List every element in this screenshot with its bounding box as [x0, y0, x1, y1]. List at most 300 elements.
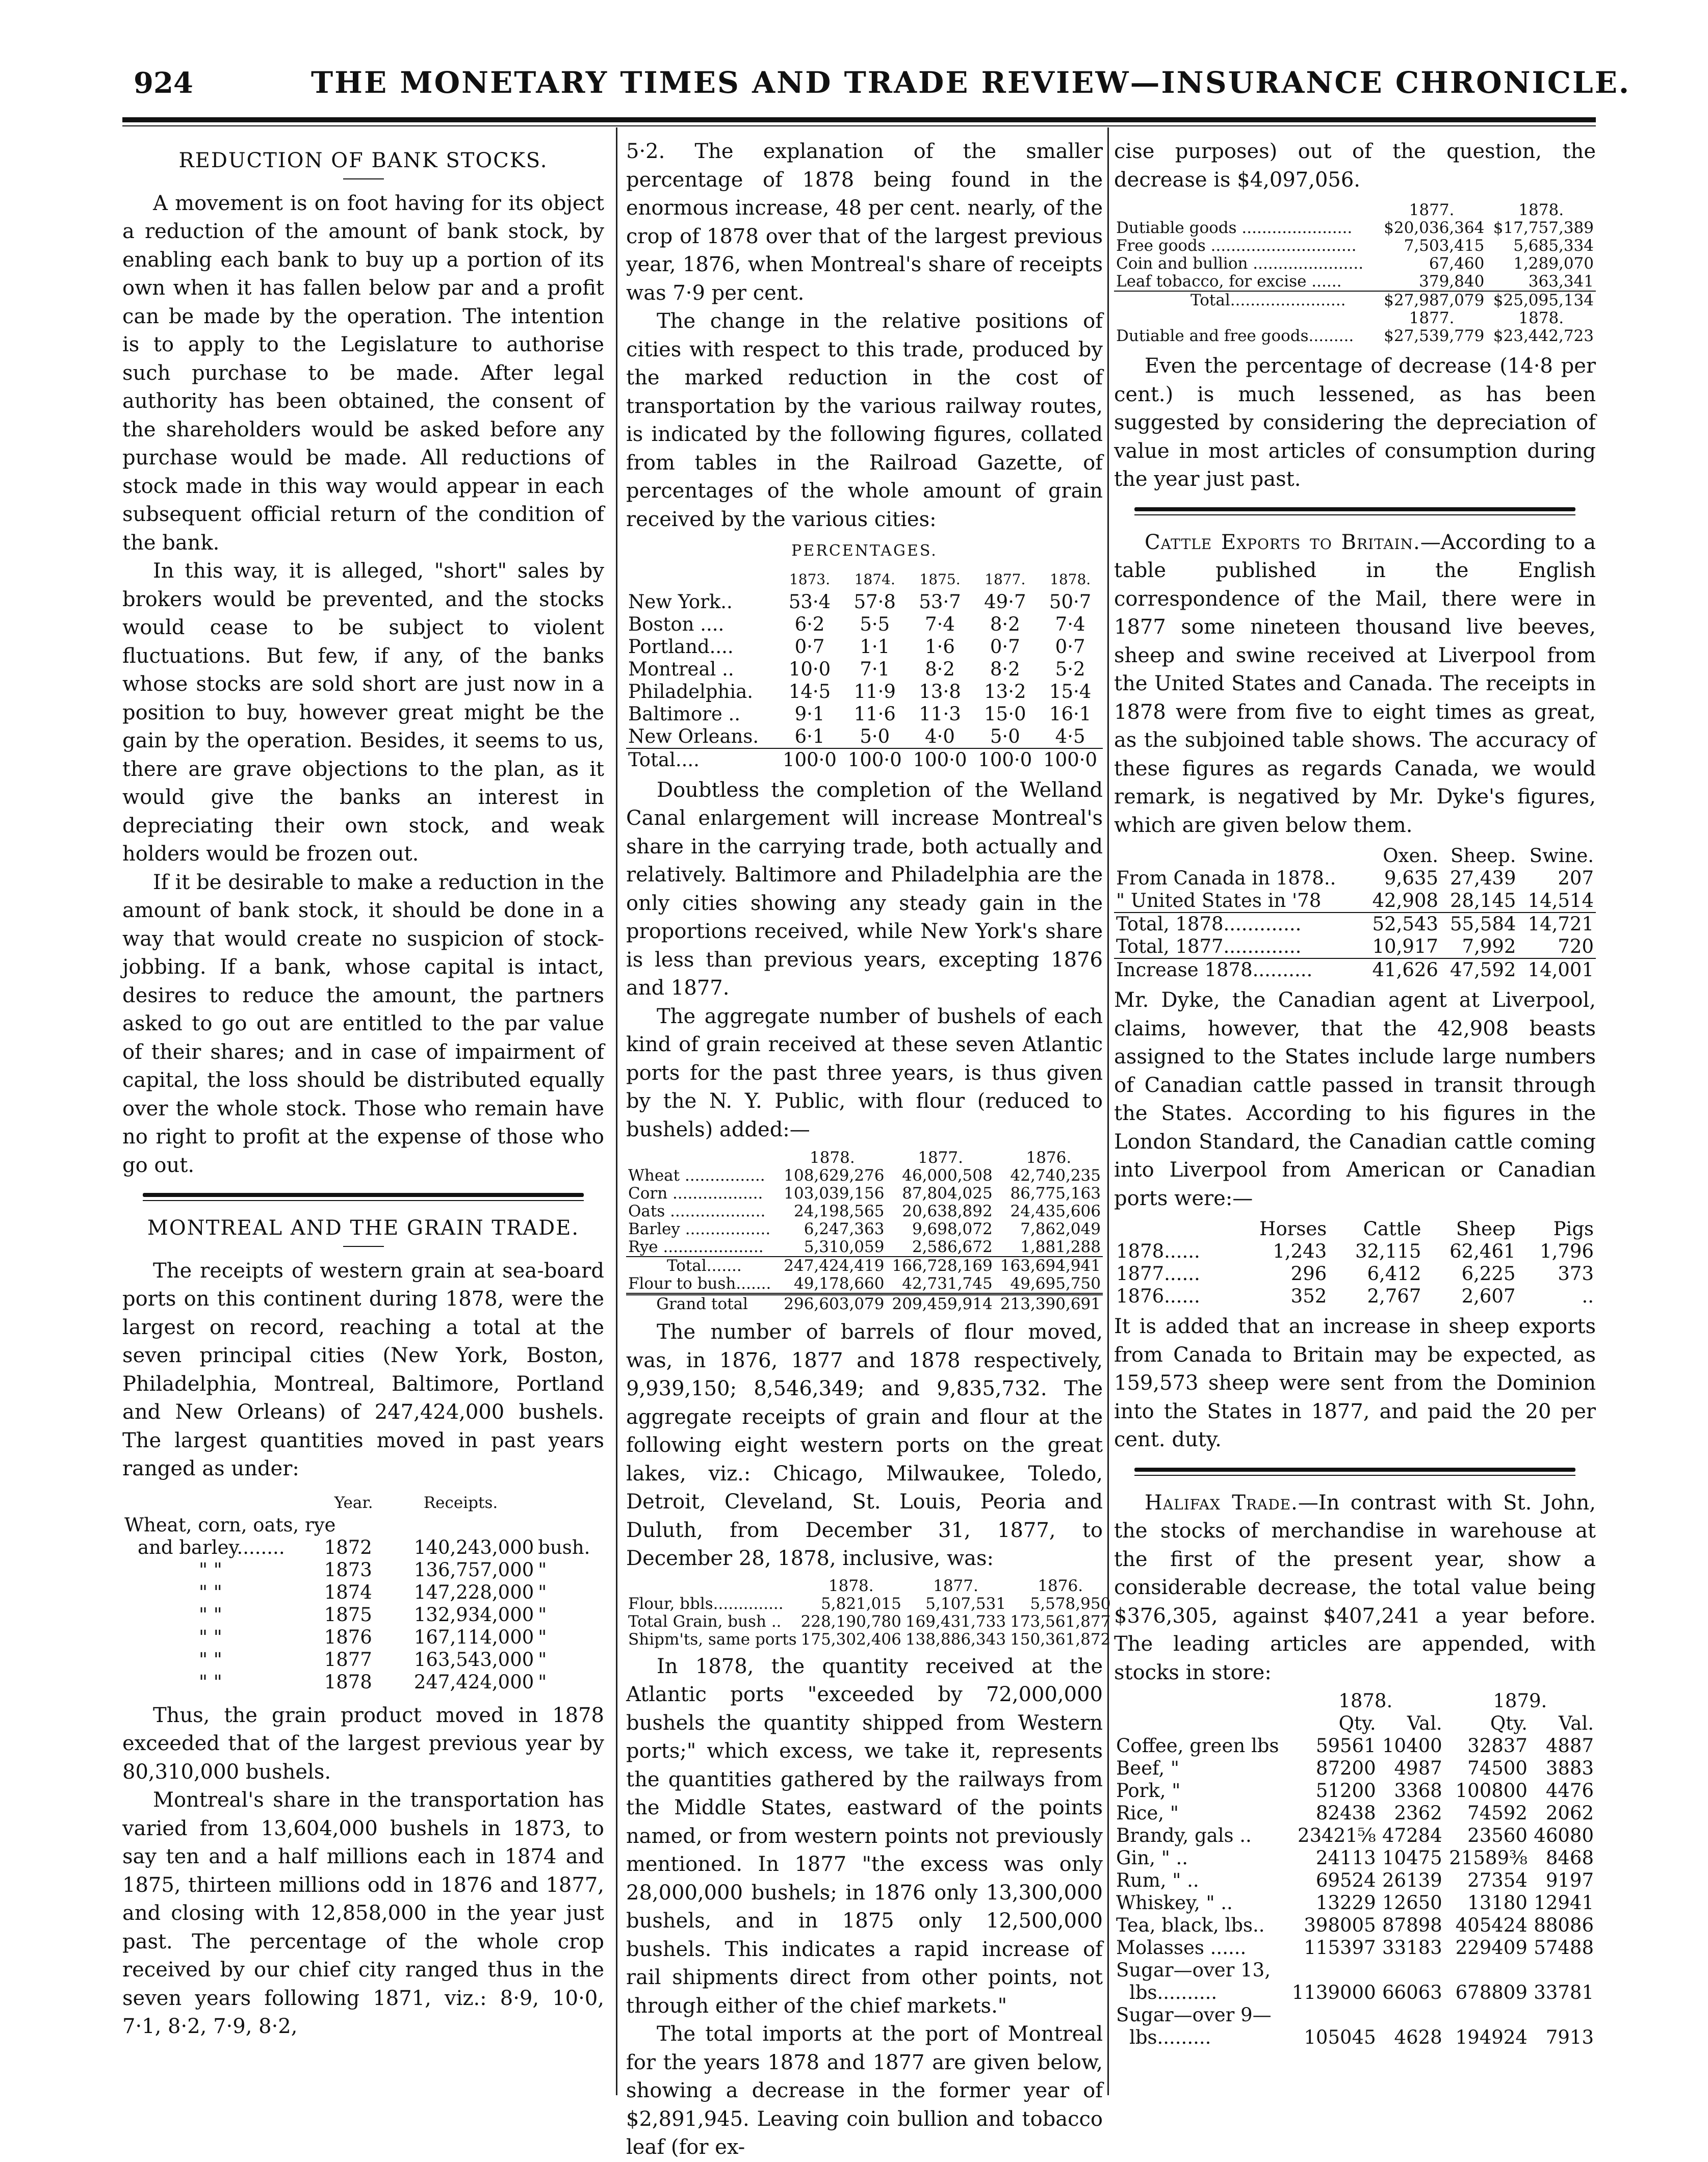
cell: 67,460	[1429, 254, 1485, 273]
row-label: New Orleans.	[628, 725, 759, 747]
cell: 138,886,343	[905, 1630, 1006, 1649]
ditto-mark: " "	[199, 1581, 222, 1603]
year-header: 1876.	[1026, 1149, 1072, 1167]
cell: 5·0	[990, 725, 1020, 747]
cell: 5·0	[860, 725, 890, 747]
cell: 42,731,745	[902, 1274, 993, 1293]
year-header: 1876.	[1038, 1576, 1083, 1595]
table-header: Horses	[1259, 1218, 1327, 1240]
paragraph: —According to a table published in the English correspondence of the Mail, there were in 1877 some nineteen thousand live beeves, sheep and swine received at Liverpool from the United States and Canada. The receipts in 1878 were from five to eight times as great, as the subjoined table shows. The accuracy of these figures as regards Canada, we would remark, is negatived by Mr. Dyke's figures, which are given below them.	[1114, 530, 1596, 837]
cell: 11·3	[919, 702, 961, 725]
grand-cell: 209,459,914	[886, 1294, 994, 1314]
cell: 14,514	[1528, 890, 1594, 911]
year-header: 1877.	[918, 1149, 963, 1167]
cell: 2,767	[1367, 1285, 1421, 1307]
table-row	[1114, 1240, 1596, 1263]
cell: 7·4	[925, 613, 955, 635]
table-row	[626, 1631, 1112, 1649]
table-row	[1114, 1285, 1596, 1308]
cell: 720	[1558, 935, 1594, 957]
section-divider-thin	[1134, 514, 1575, 515]
row-label: Rice, "	[1116, 1802, 1179, 1824]
row-label: Dutiable and free goods.........	[1116, 327, 1354, 345]
paragraph: In this way, it is alleged, "short" sales by brokers would be prevented, and the stocks would cease to be subject to violent fluctuations. But few, if any, of the banks whose stocks are sold short are just now in a position to buy, however great might be the gain by the operation. Besides, it seems to us, there are grave objections to the plan, as it would give the banks an interest in depreciating their own stock, and weak holders would be frozen out.	[122, 559, 604, 866]
row-label: " United States in '78	[1116, 890, 1322, 911]
cell: 4628	[1394, 2026, 1442, 2048]
cell: 4476	[1545, 1780, 1594, 1802]
cell: 49·7	[984, 590, 1026, 613]
table-row	[122, 1559, 604, 1581]
cell: 175,302,406	[800, 1630, 901, 1649]
cell: 2362	[1394, 1802, 1442, 1824]
column-3	[1114, 138, 1596, 2049]
table-row	[626, 1167, 1103, 1185]
cell: 10400	[1382, 1735, 1442, 1757]
table-header: Qty.	[1490, 1712, 1528, 1734]
cell: 26139	[1382, 1869, 1442, 1891]
cell: 52,543	[1362, 913, 1440, 935]
row-label: Sugar—over 13,	[1116, 1959, 1271, 1981]
total-cell: 100·0	[777, 748, 842, 771]
cell: 6,247,363	[804, 1220, 885, 1238]
total-row	[626, 748, 1103, 771]
cell: 42,908	[1372, 890, 1438, 911]
cell: 28,145	[1450, 890, 1516, 911]
cell: 87200	[1315, 1757, 1376, 1779]
cell: 24113	[1315, 1847, 1376, 1869]
row-label: Total.......................	[1114, 291, 1377, 309]
page-number: 924	[134, 66, 193, 100]
row-label: Boston ....	[628, 613, 724, 635]
cell: 49,178,660	[793, 1274, 885, 1293]
row-label: Whiskey, " ..	[1116, 1892, 1233, 1914]
cell: 74592	[1467, 1802, 1528, 1824]
total-cell: 163,694,941	[995, 1257, 1103, 1275]
cell: 20,638,892	[902, 1202, 993, 1220]
row-label: Total....	[626, 748, 777, 771]
row-label: Montreal ..	[628, 658, 734, 680]
cell: 296	[1290, 1263, 1327, 1285]
cell: $17,757,389	[1493, 219, 1594, 237]
cell: 16·1	[1049, 702, 1092, 725]
row-label: and barley........	[138, 1536, 285, 1558]
ditto-mark: " "	[199, 1558, 222, 1581]
cell: 1,881,288	[1020, 1238, 1101, 1256]
cell: 115397	[1304, 1937, 1376, 1959]
table-header: Sheep	[1456, 1218, 1516, 1240]
cell: 1,796	[1540, 1240, 1594, 1262]
cell: 7·1	[860, 658, 890, 680]
masthead: THE MONETARY TIMES AND TRADE REVIEW—INSURANCE CHRONICLE.	[311, 65, 1631, 100]
paragraph: If it be desirable to make a reduction in the amount of bank stock, it should be done in a way that would create no suspicion of stock-jobbing. If a bank, whose capital is intact, desires to reduce the amount, the partners asked to go out are entitled to the par value of their shares; and in case of impairment of capital, the loss should be distributed equally over the whole stock. Those who remain have no right to profit at the expense of those who go out.	[122, 870, 604, 1177]
table-row	[1114, 1914, 1596, 1937]
cell: 27354	[1467, 1869, 1528, 1891]
cell: 9,698,072	[912, 1220, 993, 1238]
row-label: Barley .................	[628, 1220, 771, 1238]
total-cell: 100·0	[908, 748, 973, 771]
table-row	[122, 1536, 604, 1559]
cell: 14,001	[1518, 958, 1596, 981]
cell: 8·2	[990, 613, 1020, 635]
table-row	[1114, 867, 1596, 890]
table-row	[626, 658, 1103, 681]
section-divider	[1134, 507, 1575, 511]
cell: 150,361,872	[1010, 1630, 1111, 1649]
cell: 5,685,334	[1513, 237, 1594, 255]
section-divider	[1134, 1468, 1575, 1472]
cell: 14·5	[788, 680, 831, 702]
cell: 6,412	[1367, 1263, 1421, 1285]
masthead-rule-thin	[122, 125, 1596, 126]
cell: 379,840	[1419, 272, 1485, 291]
paragraph: cise purposes) out of the question, the decrease is $4,097,056.	[1114, 140, 1596, 192]
receipts-table	[122, 1492, 604, 1694]
cell: 0·7	[794, 635, 825, 658]
row-label: 1878......	[1116, 1240, 1200, 1262]
row-label: Grand total	[626, 1294, 778, 1314]
paragraph: —In contrast with St. John, the stocks of merchandise in warehouse at the first of the present year, show a considerable decrease, the total value being $376,305, against $407,241 a year before. The leading articles are appended, with stocks in store:	[1114, 1491, 1596, 1684]
paragraph: The number of barrels of flour moved, was, in 1876, 1877 and 1878 respectively, 9,939,150; 8,546,349; and 9,835,732. The aggregate receipts of grain and flour at the following eight western ports on the great lakes, viz.: Chicago, Milwaukee, Toledo, Detroit, Cleveland, St. Louis, Peoria and Duluth, from December 31, 1877, to December 28, 1878, inclusive, was:	[626, 1320, 1103, 1570]
total-cell: 100·0	[972, 748, 1038, 771]
unit-cell: "	[538, 1603, 547, 1626]
table-row	[626, 1595, 1112, 1613]
halifax-table	[1114, 1690, 1596, 2049]
percentages-title: PERCENTAGES.	[791, 542, 938, 560]
paragraph: The total imports at the port of Montreal for the years 1878 and 1877 are given below, showing a decrease in the former year of $2,891,945. Leaving coin bullion and tobacco leaf (for ex-	[626, 2022, 1103, 2159]
cell: $27,539,779	[1384, 327, 1485, 345]
year-header: 1877.	[933, 1576, 978, 1595]
table-header: Swine.	[1529, 845, 1594, 867]
cell: 13229	[1315, 1892, 1376, 1914]
cell: 13·8	[919, 680, 961, 702]
row-label: Flour, bbls..............	[628, 1594, 784, 1613]
column-1	[122, 138, 604, 2041]
table-row	[1114, 913, 1596, 935]
cell: 86,775,163	[1010, 1184, 1101, 1203]
cell: 12941	[1534, 1892, 1594, 1914]
year-header: 1878.	[809, 1149, 855, 1167]
cell: 24,435,606	[1010, 1202, 1101, 1220]
cell: 373	[1558, 1263, 1594, 1285]
cell: 2,607	[1461, 1285, 1516, 1307]
cell: 194924	[1455, 2026, 1528, 2048]
cell: 13180	[1467, 1892, 1528, 1914]
cell: 32837	[1467, 1735, 1528, 1757]
cell: 100800	[1455, 1780, 1528, 1802]
table-row	[1114, 1892, 1596, 1914]
table-header: Year.	[334, 1493, 373, 1512]
row-label: Rye ....................	[628, 1238, 764, 1256]
total-cell: 100·0	[1038, 748, 1103, 771]
row-label: 1877......	[1116, 1263, 1200, 1285]
cell: 105045	[1304, 2026, 1376, 2048]
year-header: 1877.	[985, 570, 1026, 588]
year-header: 1879.	[1493, 1690, 1547, 1712]
paragraph: Montreal's share in the transportation has varied from 13,604,000 bushels in 1873, to say ten and a half millions each in 1874 and 1875, thirteen millions odd in 1876 and 1877, and closing with 12,858,000 in the year just past. The percentage of the whole crop received by our chief city ranged thus in the seven years following 1871, viz.: 8·9, 10·0, 7·1, 8·2, 7·9, 8·2,	[122, 1788, 604, 2038]
cell: 207	[1558, 867, 1594, 889]
year-header: 1874.	[854, 570, 895, 588]
year-header: 1878.	[1518, 309, 1564, 327]
cell: 108,629,276	[784, 1166, 885, 1185]
table-row	[626, 725, 1103, 748]
flour-table-wrap	[626, 1576, 1111, 1649]
table-row	[122, 1671, 604, 1694]
imports-table	[1114, 201, 1596, 345]
flour-table	[626, 1577, 1112, 1649]
year-header: 1878.	[828, 1576, 874, 1595]
row-label: Baltimore ..	[628, 702, 741, 725]
cell: 42,740,235	[1010, 1166, 1101, 1185]
cell: 3883	[1545, 1757, 1594, 1779]
cell: 33781	[1534, 1982, 1594, 2003]
cell: 7,503,415	[1404, 237, 1485, 255]
row-label: Total, 1877.............	[1116, 935, 1302, 957]
cell: 53·4	[788, 590, 831, 613]
cell: 0·7	[990, 635, 1020, 658]
cell: 1·6	[925, 635, 955, 658]
row-label: Coffee, green lbs	[1116, 1735, 1279, 1757]
unit-cell: "	[538, 1626, 547, 1648]
total-row	[1114, 291, 1596, 309]
cell: 46080	[1534, 1825, 1594, 1846]
table-row	[1114, 1735, 1596, 1757]
total-cell: $27,987,079	[1377, 291, 1487, 309]
cell: 51200	[1315, 1780, 1376, 1802]
cell: 15·0	[984, 702, 1026, 725]
total-cell: 247,424,419	[778, 1257, 886, 1275]
cell: 5,578,950	[1030, 1594, 1111, 1613]
table-row	[1114, 890, 1596, 913]
cell: 32,115	[1355, 1240, 1421, 1262]
paragraph: Doubtless the completion of the Welland Canal enlargement will increase Montreal's share in the carrying trade, both actually and relatively. Baltimore and Philadelphia are the only cities showing any steady gain in the proportions received, while New York's share is less than previous years, excepting 1876 and 1877.	[626, 778, 1103, 1000]
table-row	[1114, 327, 1596, 345]
paragraph: Even the percentage of decrease (14·8 per cent.) is much lessened, as has been suggested by considering the depreciation of value in most articles of consumption during the year just past.	[1114, 354, 1596, 491]
cell: 5,821,015	[821, 1594, 901, 1613]
table-row	[626, 703, 1103, 725]
cell: 27,439	[1450, 867, 1516, 889]
receipts-cell: 136,757,000	[413, 1558, 534, 1581]
cell: 0·7	[1055, 635, 1085, 658]
cell: 2062	[1545, 1802, 1594, 1824]
receipts-cell: 147,228,000	[413, 1581, 534, 1603]
row-label: Wheat, corn, oats, rye	[124, 1514, 336, 1536]
cell: 15·4	[1049, 680, 1092, 702]
paragraph: The receipts of western grain at sea-board ports on this continent during 1878, were the largest on record, reaching a total at the seven principal cities (New York, Boston, Philadelphia, Montreal, Baltimore, Portland and New Orleans) of 247,424,000 bushels. The largest quantities moved in past years ranged as under:	[122, 1259, 604, 1480]
cell: 14,721	[1518, 913, 1596, 935]
cell: 8·2	[990, 658, 1020, 680]
table-row	[1114, 1757, 1596, 1780]
table-row	[626, 636, 1103, 658]
row-label: Total Grain, bush ..	[628, 1612, 782, 1631]
cell: 6,225	[1461, 1263, 1516, 1285]
table-row	[1114, 219, 1596, 237]
cell: 398005	[1304, 1914, 1376, 1936]
unit-cell: bush.	[538, 1536, 590, 1558]
section-divider-thin	[1134, 1475, 1575, 1476]
paragraph: A movement is on foot having for its object a reduction of the amount of bank stock, by enabling each bank to buy up a portion of its own when it has fallen below par and a profit can be made by the operation. The intention is to apply to the Legislature to authorise such purchase to be made. After legal authority has been obtained, the consent of the shareholders would be asked before any purchase would be made. All reductions of stock made in this way would appear in each subsequent official return of the condition of the bank.	[122, 191, 604, 555]
cell: 7913	[1545, 2026, 1594, 2048]
cell: 10475	[1382, 1847, 1442, 1869]
cell: 7·4	[1055, 613, 1085, 635]
grand-cell: 296,603,079	[778, 1294, 886, 1314]
table-header: Pigs	[1553, 1218, 1594, 1240]
section-divider-thin	[143, 1200, 584, 1201]
cell: 66063	[1382, 1982, 1442, 2003]
table-row	[1114, 1937, 1596, 1959]
cell: 23560	[1467, 1825, 1528, 1846]
cell: 1139000	[1291, 1982, 1376, 2003]
cell: 678809	[1455, 1982, 1528, 2003]
ditto-mark: " "	[199, 1603, 222, 1626]
table-row	[122, 1581, 604, 1604]
title-rule	[343, 178, 384, 179]
row-label: Increase 1878..........	[1114, 958, 1362, 981]
cell: 12650	[1382, 1892, 1442, 1914]
row-label: Sugar—over 9—	[1116, 2004, 1272, 2026]
cell: 74500	[1467, 1757, 1528, 1779]
cell: 363,341	[1528, 272, 1594, 291]
cell: 11·9	[853, 680, 896, 702]
paragraph: It is added that an increase in sheep exports from Canada to Britain may be expected, as 159,573 sheep were sent from the Dominion into the States in 1877, and paid the 20 per cent. duty.	[1114, 1315, 1596, 1451]
receipts-cell: 163,543,000	[413, 1648, 534, 1671]
cell: 9,635	[1384, 867, 1438, 889]
year-cell: 1878	[324, 1671, 372, 1693]
cell: 352	[1290, 1285, 1327, 1307]
row-label: Total.......	[626, 1257, 778, 1275]
table-row	[626, 613, 1103, 636]
table-header	[122, 1492, 322, 1514]
cell: 23421⅝	[1298, 1825, 1376, 1846]
column-rule-2	[1107, 127, 1109, 2095]
table-header: Val.	[1407, 1712, 1442, 1734]
cell: 21589⅜	[1449, 1847, 1528, 1869]
ditto-mark: " "	[199, 1671, 222, 1693]
cell: 228,190,780	[800, 1612, 901, 1631]
row-label: From Canada in 1878..	[1116, 867, 1336, 889]
section-divider	[143, 1193, 584, 1197]
table-row	[626, 681, 1103, 703]
receipts-cell: 140,243,000	[413, 1536, 534, 1558]
cell: 10,917	[1372, 935, 1438, 957]
row-label: Rum, " ..	[1116, 1869, 1199, 1891]
cell: 49,695,750	[1010, 1274, 1101, 1293]
cell: 9·1	[794, 702, 825, 725]
imports-table-wrap	[1114, 201, 1596, 345]
article-title-halifax: Halifax Trade.	[1145, 1491, 1298, 1515]
table-row	[626, 1613, 1112, 1631]
cell: 5,310,059	[804, 1238, 885, 1256]
cell: 41,626	[1362, 958, 1440, 981]
cell: 169,431,733	[905, 1612, 1006, 1631]
cell: 87,804,025	[902, 1184, 993, 1203]
row-label: Gin, " ..	[1116, 1847, 1188, 1869]
row-label: Molasses ......	[1116, 1937, 1247, 1959]
cell: 10·0	[788, 658, 831, 680]
title-rule	[343, 1246, 384, 1247]
paragraph: The aggregate number of bushels of each kind of grain received at these seven Atlantic ports for the past three years, is thus given by the N. Y. Public, with flour (reduced to bushels) added:—	[626, 1004, 1103, 1141]
year-header: 1875.	[919, 570, 961, 588]
row-label: Corn ..................	[628, 1184, 763, 1203]
row-label: lbs..........	[1129, 1982, 1218, 2003]
cell: 82438	[1315, 1802, 1376, 1824]
table-row	[1114, 1982, 1596, 2004]
article-title-cattle: Cattle Exports to Britain.	[1145, 530, 1420, 554]
row-label: Brandy, gals ..	[1116, 1825, 1252, 1846]
cell: 173,561,877	[1010, 1612, 1111, 1631]
cell: 8·2	[925, 658, 955, 680]
column-rule-1	[616, 127, 617, 2095]
cell: 13·2	[984, 680, 1026, 702]
cell: 4987	[1394, 1757, 1442, 1779]
cell: 50·7	[1049, 590, 1092, 613]
cell: 229409	[1455, 1937, 1528, 1959]
masthead-rule	[122, 117, 1596, 122]
year-header: 1877.	[1409, 309, 1455, 327]
table-header: Oxen.	[1383, 845, 1438, 867]
cell: 24,198,565	[793, 1202, 885, 1220]
paragraph: In 1878, the quantity received at the Atlantic ports "exceeded by 72,000,000 bushels the quantity shipped from Western ports;" which excess, we take it, represents the quantities gathered by the railways from the Middle States, eastward of the points named, or from western points not previously mentioned. In 1877 "the excess was only 28,000,000 bushels; in 1876 only 13,300,000 bushels, and in 1875 only 12,500,000 bushels. This indicates a rapid increase of rail shipments direct from other points, not through either of the chief markets."	[626, 1654, 1103, 2018]
year-cell: 1876	[324, 1626, 372, 1648]
cell: 47,592	[1440, 958, 1518, 981]
cell: 7,992	[1462, 935, 1516, 957]
row-label: Oats ...................	[628, 1202, 766, 1220]
year-cell: 1875	[324, 1603, 372, 1626]
paragraph: Mr. Dyke, the Canadian agent at Liverpool, claims, however, that the 42,908 beasts assigned to the States include large numbers of Canadian cattle passed in transit through the States. According to his figures in the London Standard, the Canadian cattle coming into Liverpool from American or Canadian ports were:—	[1114, 988, 1596, 1210]
cell: 2,586,672	[912, 1238, 993, 1256]
year-header: 1877.	[1409, 201, 1455, 219]
row-label: Free goods .............................	[1116, 237, 1357, 255]
cell: 7,862,049	[1020, 1220, 1101, 1238]
cell: 11·6	[853, 702, 896, 725]
table-row	[1114, 1263, 1596, 1285]
article-title-grain-trade: MONTREAL AND THE GRAIN TRADE.	[147, 1216, 580, 1240]
grain-table-wrap	[626, 1149, 1103, 1313]
table-header: Sheep.	[1451, 845, 1516, 867]
table-row	[1114, 1847, 1596, 1869]
cell: 6·2	[794, 613, 825, 635]
cell: 6·1	[794, 725, 825, 747]
total-row	[626, 1257, 1103, 1275]
cell: 59561	[1315, 1735, 1376, 1757]
cell: 69524	[1315, 1869, 1376, 1891]
row-label: Tea, black, lbs..	[1116, 1914, 1265, 1936]
cell: 55,584	[1440, 913, 1518, 935]
row-label: Coin and bullion ......................	[1116, 254, 1364, 273]
unit-cell: "	[538, 1648, 547, 1671]
cell: 57·8	[853, 590, 896, 613]
ditto-mark: " "	[199, 1626, 222, 1648]
cell: 53·7	[919, 590, 961, 613]
cell: 1·1	[860, 635, 890, 658]
grain-table	[626, 1149, 1103, 1313]
row-label: Pork, "	[1116, 1780, 1181, 1802]
row-label: Shipm'ts, same ports	[628, 1630, 797, 1649]
cell: $23,442,723	[1493, 327, 1594, 345]
row-label: lbs.........	[1129, 2026, 1211, 2048]
table-row	[1114, 1869, 1596, 1892]
receipts-cell: 167,114,000	[413, 1626, 534, 1648]
cell: 4887	[1545, 1735, 1594, 1757]
row-label: 1876......	[1116, 1285, 1200, 1307]
cell: 5·5	[860, 613, 890, 635]
table-row	[1114, 1802, 1596, 1825]
cell: 57488	[1534, 1937, 1594, 1959]
grand-total-row	[626, 1294, 1103, 1314]
row-label: Flour to bush.......	[628, 1274, 771, 1293]
cell: 5·2	[1055, 658, 1085, 680]
unit-cell: "	[538, 1581, 547, 1603]
dyke-table	[1114, 1218, 1596, 1308]
